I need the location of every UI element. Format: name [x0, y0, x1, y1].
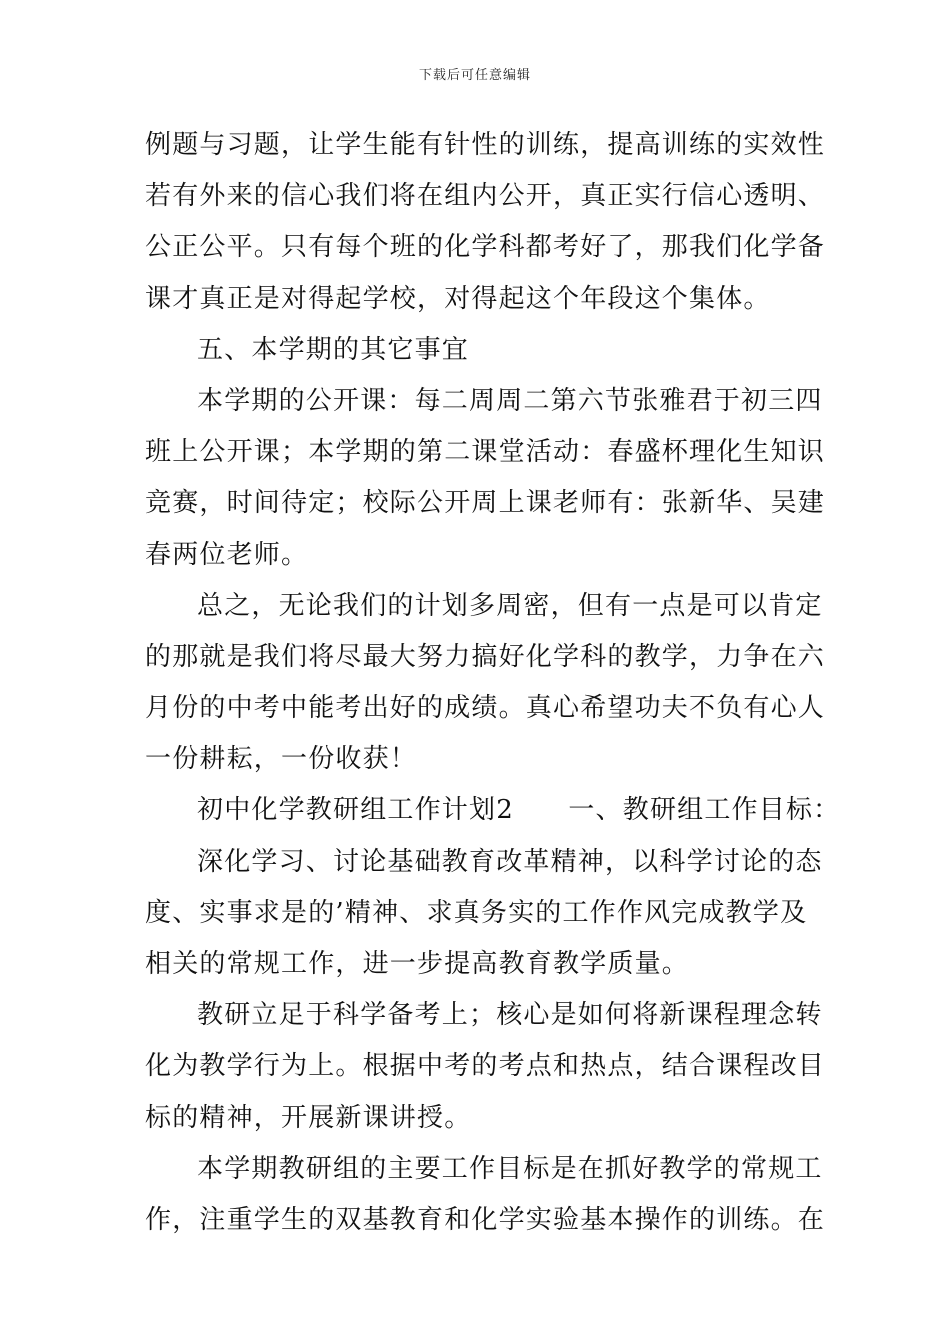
text-line: 若有外来的信心我们将在组内公开，真正实行信心透明、 — [145, 181, 826, 212]
text-line: 化为教学行为上。根据中考的考点和热点，结合课程改目 — [145, 1051, 826, 1082]
text-line: 的那就是我们将尽最大努力搞好化学科的教学，力争在六 — [145, 641, 826, 672]
text-line: 春两位老师。 — [145, 539, 309, 570]
text-line: 例题与习题，让学生能有针性的训练，提高训练的实效性 — [145, 130, 826, 160]
text-line: 相关的常规工作，进一步提高教育教学质量。 — [145, 949, 690, 979]
document-body — [145, 120, 841, 1246]
text-line: 竞赛，时间待定；校际公开周上课老师有：张新华、吴建 — [145, 488, 826, 519]
page-header: 下载后可任意编辑 — [418, 68, 531, 83]
text-line: 总之，无论我们的计划多周密，但有一点是可以肯定 — [197, 590, 823, 621]
text-line: 课才真正是对得起学校，对得起这个年段这个集体。 — [145, 283, 771, 314]
section-heading: 初中化学教研组工作计划2 一、教研组工作目标： — [197, 795, 841, 826]
text-line: 度、实事求是的’精神、求真务实的工作作风完成教学及 — [145, 897, 808, 928]
section-heading: 五、本学期的其它事宜 — [197, 334, 470, 365]
text-line: 一份耕耘，一份收获！ — [145, 744, 418, 775]
text-line: 深化学习、讨论基础教育改革精神，以科学讨论的态 — [197, 846, 823, 877]
text-line: 教研立足于科学备考上；核心是如何将新课程理念转 — [197, 1000, 823, 1031]
text-line: 班上公开课；本学期的第二课堂活动：春盛杯理化生知识 — [145, 437, 826, 468]
text-line: 作，注重学生的双基教育和化学实验基本操作的训练。在 — [145, 1204, 826, 1235]
text-line: 本学期教研组的主要工作目标是在抓好教学的常规工 — [197, 1153, 823, 1184]
text-line: 标的精神，开展新课讲授。 — [145, 1102, 472, 1133]
text-line: 月份的中考中能考出好的成绩。真心希望功夫不负有心人 — [145, 693, 826, 724]
text-line: 公正公平。只有每个班的化学科都考好了，那我们化学备 — [145, 232, 826, 263]
text-line: 本学期的公开课：每二周周二第六节张雅君于初三四 — [197, 385, 823, 416]
